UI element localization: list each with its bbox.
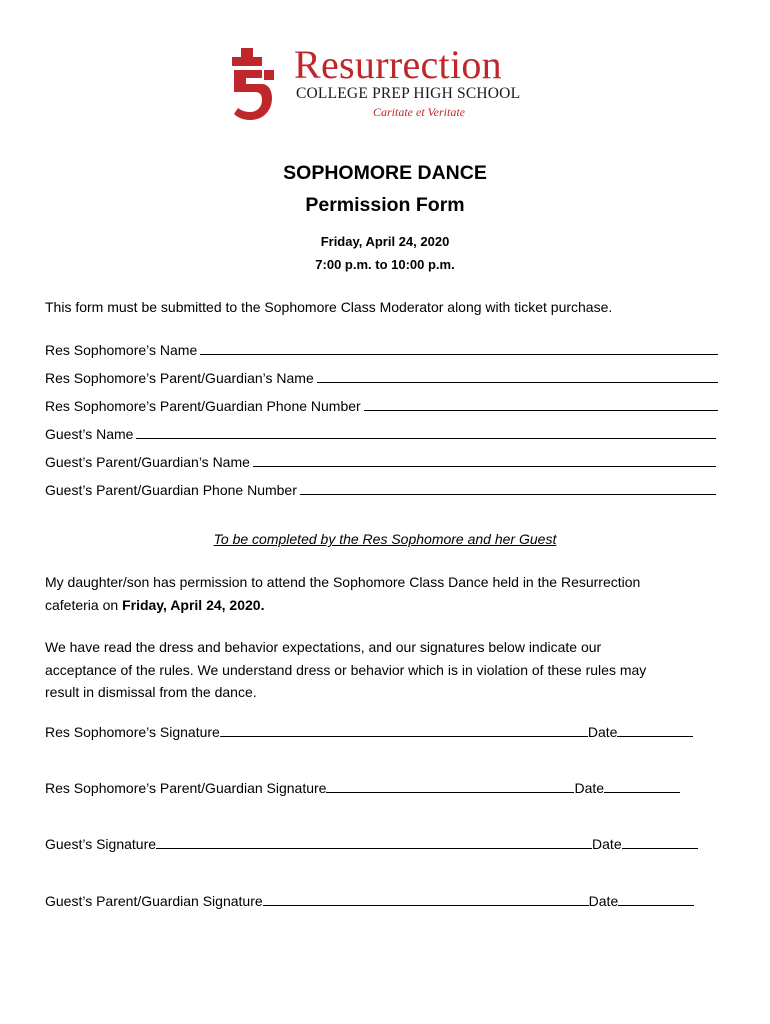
field-label: Guest’s Parent/Guardian Phone Number [45,482,297,498]
logo-subtitle: COLLEGE PREP HIGH SCHOOL [296,85,521,102]
date-line[interactable] [604,792,680,793]
fill-line[interactable] [364,410,718,411]
signature-label: Guest’s Parent/Guardian Signature [45,893,263,909]
field-res-name[interactable] [45,340,718,358]
intro-text: This form must be submitted to the Sophomore Class Moderator along with ticket purchase. [45,299,613,315]
acceptance-line-1: We have read the dress and behavior expectations, and our signatures below indicate our [45,639,602,655]
logo-school-name: Resurrection [294,42,502,87]
field-res-parent-phone[interactable] [45,396,718,414]
date-line[interactable] [622,848,698,849]
signature-label: Res Sophomore’s Signature [45,724,220,740]
form-subtitle: Permission Form [305,194,465,216]
date-label: Date [587,724,618,740]
signature-line[interactable] [263,905,589,906]
event-date: Friday, April 24, 2020 [320,234,450,249]
signature-guest-parent[interactable] [45,891,694,909]
field-label: Res Sophomore’s Parent/Guardian’s Name [45,370,314,386]
field-guest-parent-name[interactable] [45,452,716,470]
signature-label: Guest’s Signature [45,836,157,852]
signature-line[interactable] [220,736,588,737]
field-label: Res Sophomore’s Name [45,342,198,358]
field-label: Res Sophomore’s Parent/Guardian Phone Number [45,398,361,414]
date-label: Date [592,836,622,852]
field-guest-name[interactable] [45,424,716,442]
signature-line[interactable] [326,792,574,793]
permission-paragraph [45,571,725,616]
date-line[interactable] [617,736,693,737]
permission-line-2 [45,594,725,617]
acceptance-paragraph [45,636,725,704]
signature-res-parent[interactable] [45,778,680,796]
form-title: SOPHOMORE DANCE [283,162,487,184]
event-time: 7:00 p.m. to 10:00 p.m. [315,257,455,272]
fill-line[interactable] [136,438,716,439]
date-line[interactable] [618,905,694,906]
fill-line[interactable] [200,354,718,355]
permission-line-2-prefix: cafeteria on [45,596,123,613]
field-label: Guest’s Name [45,426,134,442]
section-heading: To be completed by the Res Sophomore and her Guest [213,531,557,547]
field-res-parent-name[interactable] [45,368,718,386]
fill-line[interactable] [317,382,718,383]
date-label: Date [574,780,605,796]
field-guest-parent-phone[interactable] [45,480,716,498]
permission-date: Friday, April 24, 2020. [122,596,265,613]
resurrection-crest-icon [228,48,278,122]
fill-line[interactable] [253,466,716,467]
acceptance-line-2: acceptance of the rules. We understand dress or behavior which is in violation of these rules may [45,661,647,678]
field-label: Guest’s Parent/Guardian’s Name [45,454,250,470]
acceptance-line-3: result in dismissal from the dance. [45,684,257,700]
date-label: Date [588,893,619,909]
logo-motto: Caritate et Veritate [373,105,465,119]
permission-line-1: My daughter/son has permission to attend the Sophomore Class Dance held in the Resurrection [45,574,641,590]
signature-res[interactable] [45,722,693,740]
signature-line[interactable] [156,848,592,849]
signature-guest[interactable] [45,834,698,852]
signature-label: Res Sophomore’s Parent/Guardian Signature [45,780,327,796]
school-logo [228,44,548,124]
fill-line[interactable] [300,494,716,495]
